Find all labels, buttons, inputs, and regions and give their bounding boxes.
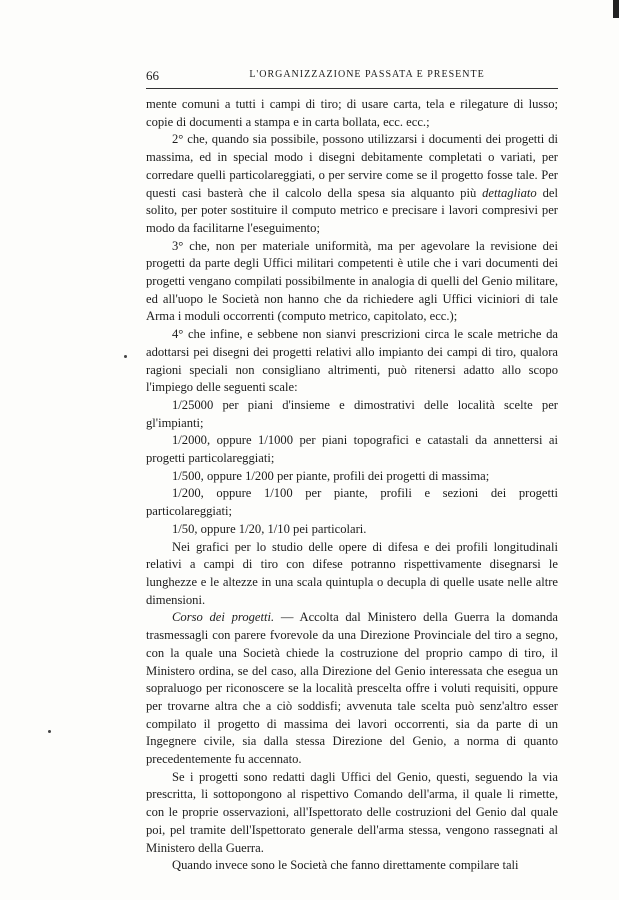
- scale-item-1: 1/25000 per piani d'insieme e dimostrativi delle località scelte per gl'impianti;: [146, 397, 558, 430]
- scale-item-2: 1/2000, oppure 1/1000 per piani topografici e catastali da annettersi ai progetti particolareggiati;: [146, 433, 558, 466]
- section-title-corso-progetti: Corso dei progetti.: [172, 610, 275, 625]
- body-text: [146, 96, 558, 875]
- paragraph-corso-progetti-text: — Accolta dal Ministero della Guerra la domanda trasmessagli con parere fvorevole da una Direzione Provinciale del tiro a segno, con la quale una Società chiede la costruzione del proprio campo di tiro, il Ministero ordina, se del caso, alla Direzione del Genio interessata che esegua un sopraluogo per riconoscere se la località prescelta offre i voluti requisiti, oppure per trovarne altra che a ciò soddisfi; avvenuta tale scelta può senz'altro esser compilato il progetto di massima dei lavori occorrenti, sia da parte di un Ingegnere civile, sia dalla stessa Direzione del Genio, a norma di quanto precedentemente fu accennato.: [146, 610, 558, 767]
- paragraph-continuation: mente comuni a tutti i campi di tiro; di usare carta, tela e rilegature di lusso; copie di documenti a stampa e in carta bollata, ecc. ecc.;: [146, 97, 558, 129]
- header-rule: [146, 88, 558, 89]
- paragraph-graphics: Nei grafici per lo studio delle opere di difesa e dei profili longitudinali relativi a campi di tiro con difese potranno rispettivamente disegnarsi le lunghezze e le altezze in una scala quintupla o decupla di quelle usate nelle altre dimensioni.: [146, 539, 558, 607]
- paragraph-societa: Quando invece sono le Società che fanno direttamente compilare tali: [172, 858, 519, 873]
- emphasis-dettagliato: dettagliato: [482, 185, 537, 200]
- scale-item-5: 1/50, oppure 1/20, 1/10 pei particolari.: [172, 521, 367, 536]
- page-header: [146, 68, 558, 84]
- scale-item-3: 1/500, oppure 1/200 per piante, profili dei progetti di massima;: [172, 468, 490, 483]
- paragraph-genio: Se i progetti sono redatti dagli Uffici del Genio, questi, seguendo la via prescritta, li sottopongono al rispettivo Comando dell'arma, il quale li rimette, con le proprie osservazioni, all'Ispettorato delle costruzioni del Genio dal quale poi, pel tramite dell'Ispettorato generale dell'arma stessa, vengono rassegnati al Ministero della Guerra.: [146, 769, 558, 855]
- page-number: 66: [146, 68, 159, 83]
- paragraph-point-3: 3° che, non per materiale uniformità, ma per agevolare la revisione dei progetti da parte degli Uffici militari competenti è utile che i vari documenti dei progetti vengano compilati possibilmente in analogia di quelli del Genio militare, ed all'uopo le Società non hanno che da richiedere agli Uffici viciniori di tale Arma i moduli occorrenti (computo metrico, capitolato, ecc.);: [146, 238, 558, 324]
- page-edge-mark: [613, 0, 619, 18]
- paragraph-corso-progetti: [146, 609, 558, 768]
- paragraph-point-4: 4° che infine, e sebbene non sianvi prescrizioni circa le scale metriche da adottarsi pei disegni dei progetti relativi allo impianto dei campi di tiro, qualora ragioni speciali non consigliano altrimenti, può ritenersi adatto allo scopo l'impiego delle seguenti scale:: [146, 327, 558, 395]
- scale-item-4: 1/200, oppure 1/100 per piante, profili e sezioni dei progetti particolareggiati;: [146, 486, 558, 519]
- paragraph-point-2: [146, 131, 558, 237]
- margin-speck: [124, 355, 127, 358]
- margin-speck: [48, 730, 51, 733]
- running-title: L'ORGANIZZAZIONE PASSATA E PRESENTE: [249, 69, 485, 80]
- paragraph-point-2-text-a: 2° che, quando sia possibile, possono utilizzarsi i documenti dei progetti di massima, ed in special modo i disegni debitamente completati o variati, per corredare quelli particolareggiati, o per servire come se il progetto fosse tale. Per questi casi basterà che il calcolo della spesa sia alquanto più: [146, 132, 558, 200]
- paragraph-point-2-text-b: del solito, per poter sostituire il computo metrico e precisare i lavori compresivi per modo da facilitarne l'eseguimento;: [146, 185, 558, 235]
